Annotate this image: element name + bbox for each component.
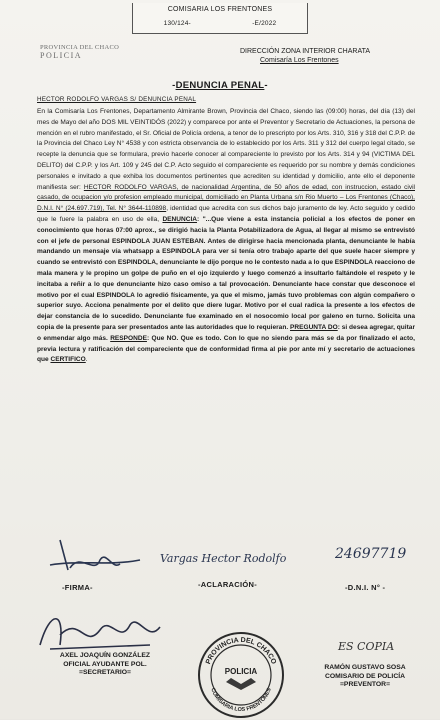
dni-label: -D.N.I. N° - (345, 583, 386, 592)
document-title: -DENUNCIA PENAL- (172, 80, 268, 91)
denuncia-label: DENUNCIA (162, 215, 198, 223)
body-paragraph: En la Comisaría Los Frentones, Departamento Almirante Brown, Provincia del Chaco, siendo las (09:00) horas, del día (13) del mes de Mayo del año DOS MIL VEINTIDÓS (2022) y comparece por ante el Preventor y Secretario de Actuaciones, la persona de mención en el rubro manifestado, el Sr. Oficial de Policía ordena, a tenor de lo prescripto por los Arts. 310, 316 y 318 del C.P.P. de la Provincia del Chaco Ley N° 4538 y con estricta observancia de lo establecido por los Arts. 311 y 312 del cuerpo legal citado, se recepte la denuncia que se formulara, previo hacerle conocer al compareciente lo previsto por los Arts. 314 y 94 (VICTIMA DEL DELITO) del C.P.P. y los Art. 109 y 245 del C.P. Acto seguido el compareciente es requerido por su nombre y demás condiciones personales e invitado a que exhiba los documentos pertinentes que acrediten su identidad y domicilio, ante ello el deponente manifiesta ser: HECTOR RODOLFO VARGAS, de nacionalidad Argentina, de 50 años de edad, con instruccion, estado civil casado, de ocupacion y/o profesion empleado municipal, domiciliado en Planta Urbana s/n Rio Muerto – Los Frentones (Chaco), D.N.I. N° (24.697.719), Tel. N° 3644-110898, identidad que acredita con sus dichos bajo juramento de ley. Acto seguido y cedido que le fuere la palabra en uso de ella, DENUNCIA: "...Que viene a esta instancia policial a los efectos de poner en conocimiento que horas 07:00 aprox., se dirigió hacia la Planta Potabilizadora de Agua, al llegar al mismo se entrevistó con el jefe de personal ESPINDOLA JUAN ESTEBAN. Antes de dirigirse hacia mencionada planta, denunciante le había mandando un mensaje vía whatsapp a ESPINDOLA para ver si tenía otro trabajo aparte del que suele hacer siempre y cuando se entrevistó con ESPINDOLA, denunciante le dijo porque no le contesto nada a lo que ESPINDOLA reacciono de mala manera y le propino un golpe de puño en el ojo izquierdo y luego comenzó a insultarlo faltándole el respeto y le incitaba a reñir a lo que denunciante hizo caso omiso a tal provocación. Denunciante hace constar que desconoce el motivo por el cual ESPINDOLA lo agredió físicamente, ya que el mismo, jamás tuvo problemas con algún compañero o superior suyo. Acciona penalmente por el delito que diere lugar. Motivo por el cual radica la presente a los efectos de dejar constancia de lo sucedido. Denunciante fue examinado en el nosocomio local por galeno en turno. Solicita una copia de la presente para ser presentados ante las autoridades que lo requieran. PREGUNTA DO: si desea agregar, quitar o enmendar algo más. RESPONDE: Que NO. Que es todo. Con lo que no siendo para más se da por finalizado el acto, previa lectura y ratificación del compareciente que de conformidad firma al pie por ante mí y secretario de actuaciones que CERTIFICO. (37, 108, 416, 364)
seal-mid-text: POLICIA (224, 667, 258, 676)
seal-top-text: PROVINCIA DEL CHACO (205, 636, 277, 666)
denuncia-body (37, 107, 415, 366)
firma-label: -FIRMA- (62, 583, 93, 592)
preventor-block: RAMÓN GUSTAVO SOSA COMISARIO DE POLICÍA =PREVENTOR= (324, 664, 406, 688)
deponent-signature (40, 530, 150, 580)
header-stamp-box (132, 3, 308, 34)
aclaracion-handwritten: Vargas Hector Rodolfo (160, 552, 287, 565)
certifico-label: CERTIFICO (50, 356, 86, 364)
responde-label: RESPONDE (110, 334, 147, 342)
es-copia-mark: ES COPIA (338, 640, 395, 653)
police-seal (196, 630, 286, 720)
secretary-signature (30, 605, 170, 655)
expediente-number: 130/124- -E/2022 (163, 20, 277, 27)
seal-bottom-text: COMISARIA LOS FRENTONES (209, 687, 273, 714)
pregunta-label: PREGUNTA DO (290, 323, 338, 331)
direction-header: DIRECCIÓN ZONA INTERIOR CHARATA Comisaría Los Frentones (240, 48, 371, 64)
dni-handwritten: 24697719 (335, 546, 407, 562)
secretary-block: AXEL JOAQUÍN GONZÁLEZ OFICIAL AYUDANTE POL. =SECRETARIO= (59, 652, 151, 676)
province-letterhead: PROVINCIA DEL CHACO POLICIA (40, 44, 120, 60)
deponent-identity: HECTOR RODOLFO VARGAS, de nacionalidad Argentina, de 50 años de edad, con instruccion, estado civil casado, de ocupacion y/o profesion empleado municipal, domiciliado en Planta Urbana s/n Rio Muerto – Los Frentones (Chaco), D.N.I. N° (24.697.719), Tel. N° 3644-110898 (37, 183, 415, 213)
document-subject: HECTOR RODOLFO VARGAS S/ DENUNCIA PENAL (37, 96, 197, 103)
aclaracion-label: -ACLARACIÓN- (198, 580, 258, 589)
comisaria-box-label: COMISARIA LOS FRENTONES (167, 6, 273, 13)
